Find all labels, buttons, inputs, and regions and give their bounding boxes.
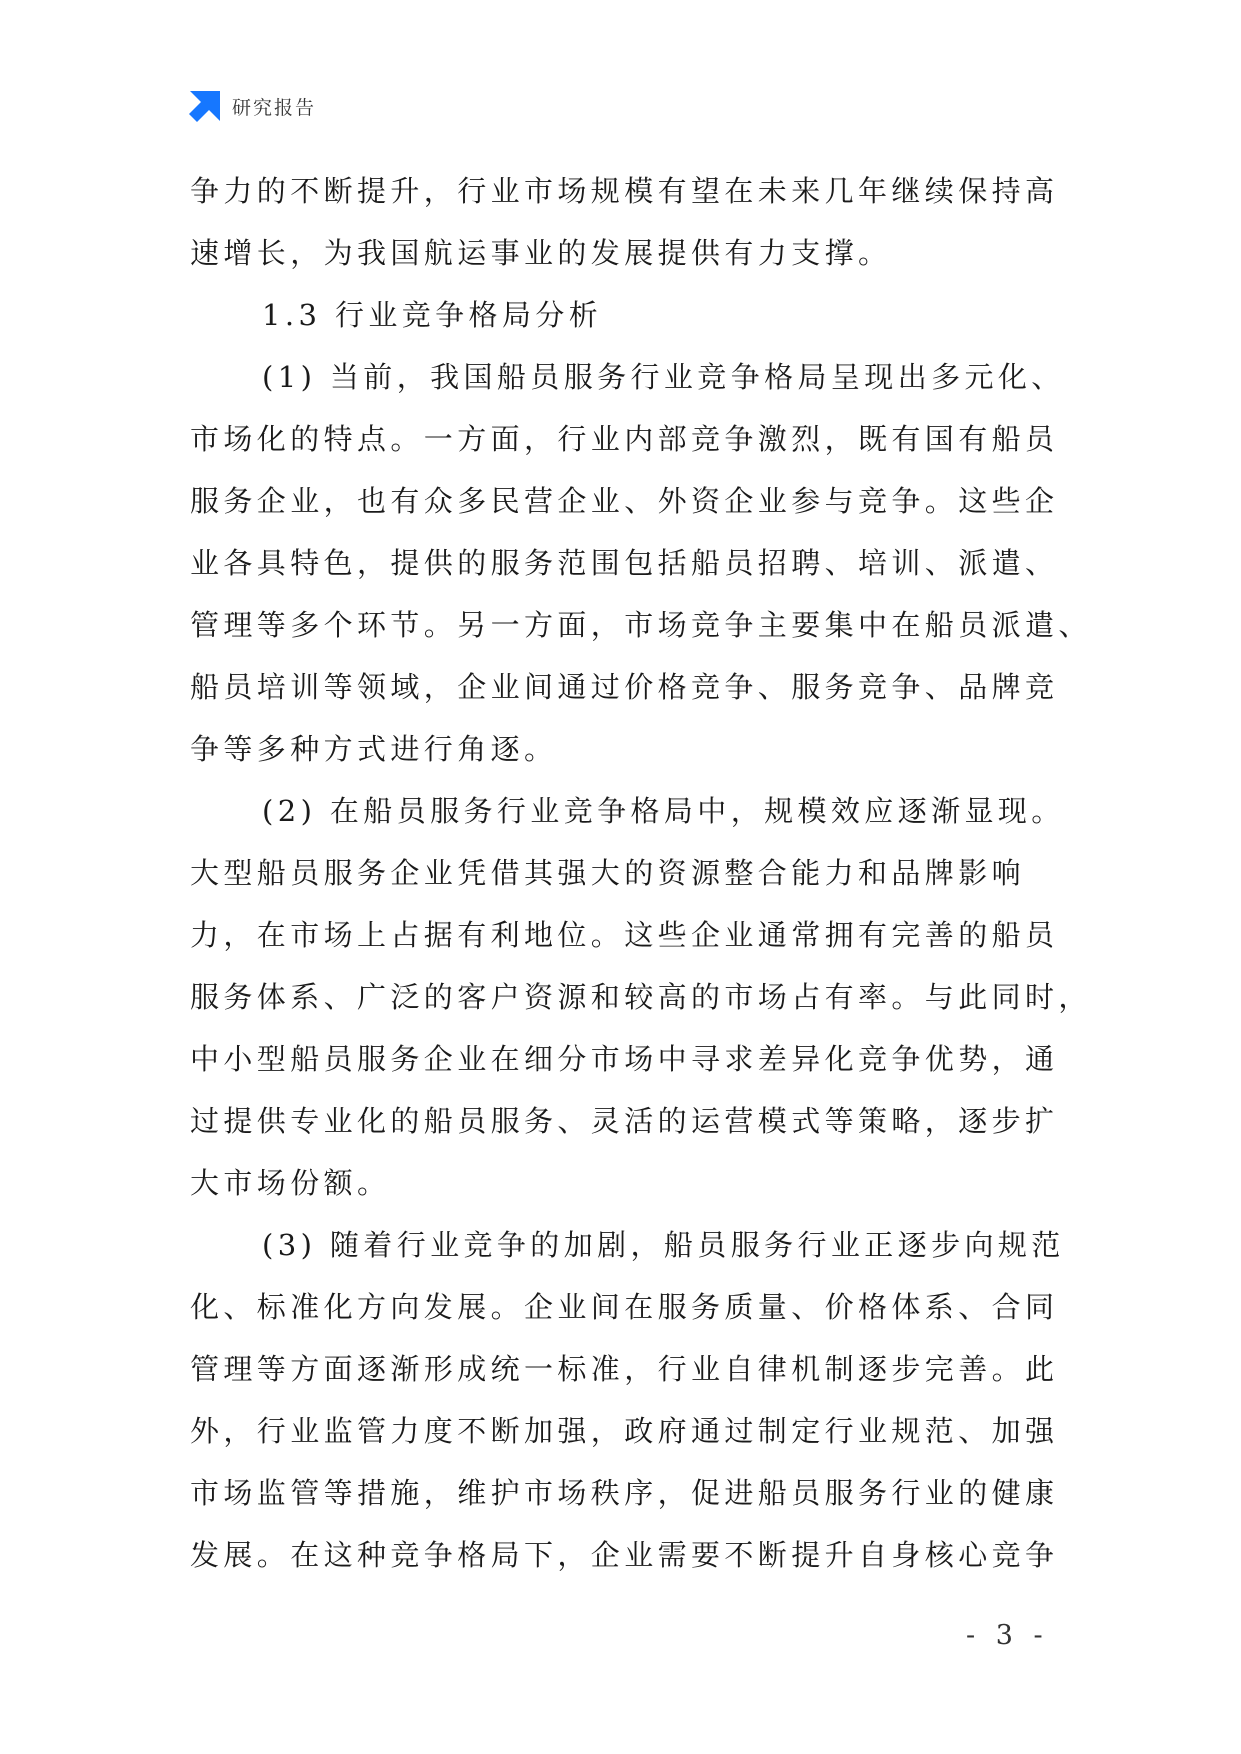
text-line: 服务体系、广泛的客户资源和较高的市场占有率。与此同时， [190, 980, 1092, 1014]
text-line: 大型船员服务企业凭借其强大的资源整合能力和品牌影响 [190, 856, 1026, 890]
text-line: 化、标准化方向发展。企业间在服务质量、价格体系、合同 [190, 1290, 1059, 1324]
text-line: 服务企业，也有众多民营企业、外资企业参与竞争。这些企 [190, 484, 1059, 518]
text-line: 船员培训等领域，企业间通过价格竞争、服务竞争、品牌竞 [190, 670, 1059, 704]
text-line: 大市场份额。 [190, 1166, 391, 1200]
text-line: 力，在市场上占据有利地位。这些企业通常拥有完善的船员 [190, 918, 1059, 952]
section-heading: 1.3 行业竞争格局分析 [262, 298, 603, 332]
text-line: 管理等多个环节。另一方面，市场竞争主要集中在船员派遣、 [190, 608, 1092, 642]
paragraph-3-start: (3) 随着行业竞争的加剧，船员服务行业正逐步向规范 [262, 1228, 1065, 1262]
report-header [188, 88, 316, 124]
header-title: 研究报告 [232, 96, 317, 119]
text-line: 市场化的特点。一方面，行业内部竞争激烈，既有国有船员 [190, 422, 1059, 456]
text-line: 中小型船员服务企业在细分市场中寻求差异化竞争优势，通 [190, 1042, 1059, 1076]
document-body [190, 160, 1092, 1586]
text-line: 争力的不断提升，行业市场规模有望在未来几年继续保持高 [190, 174, 1059, 208]
text-line: 速增长，为我国航运事业的发展提供有力支撑。 [190, 236, 892, 270]
paragraph-2-start: (2) 在船员服务行业竞争格局中，规模效应逐渐显现。 [262, 794, 1065, 828]
text-line: 发展。在这种竞争格局下，企业需要不断提升自身核心竞争 [190, 1538, 1059, 1572]
text-line: 外，行业监管力度不断加强，政府通过制定行业规范、加强 [190, 1414, 1059, 1448]
text-line: 管理等方面逐渐形成统一标准，行业自律机制逐步完善。此 [190, 1352, 1059, 1386]
text-line: 业各具特色，提供的服务范围包括船员招聘、培训、派遣、 [190, 546, 1059, 580]
arrow-up-right-icon [188, 89, 222, 123]
text-line: 过提供专业化的船员服务、灵活的运营模式等策略，逐步扩 [190, 1104, 1059, 1138]
text-line: 市场监管等措施，维护市场秩序，促进船员服务行业的健康 [190, 1476, 1059, 1510]
text-line: 争等多种方式进行角逐。 [190, 732, 558, 766]
page-number: - 3 - [966, 1620, 1049, 1651]
paragraph-1-start: (1) 当前，我国船员服务行业竞争格局呈现出多元化、 [262, 360, 1065, 394]
